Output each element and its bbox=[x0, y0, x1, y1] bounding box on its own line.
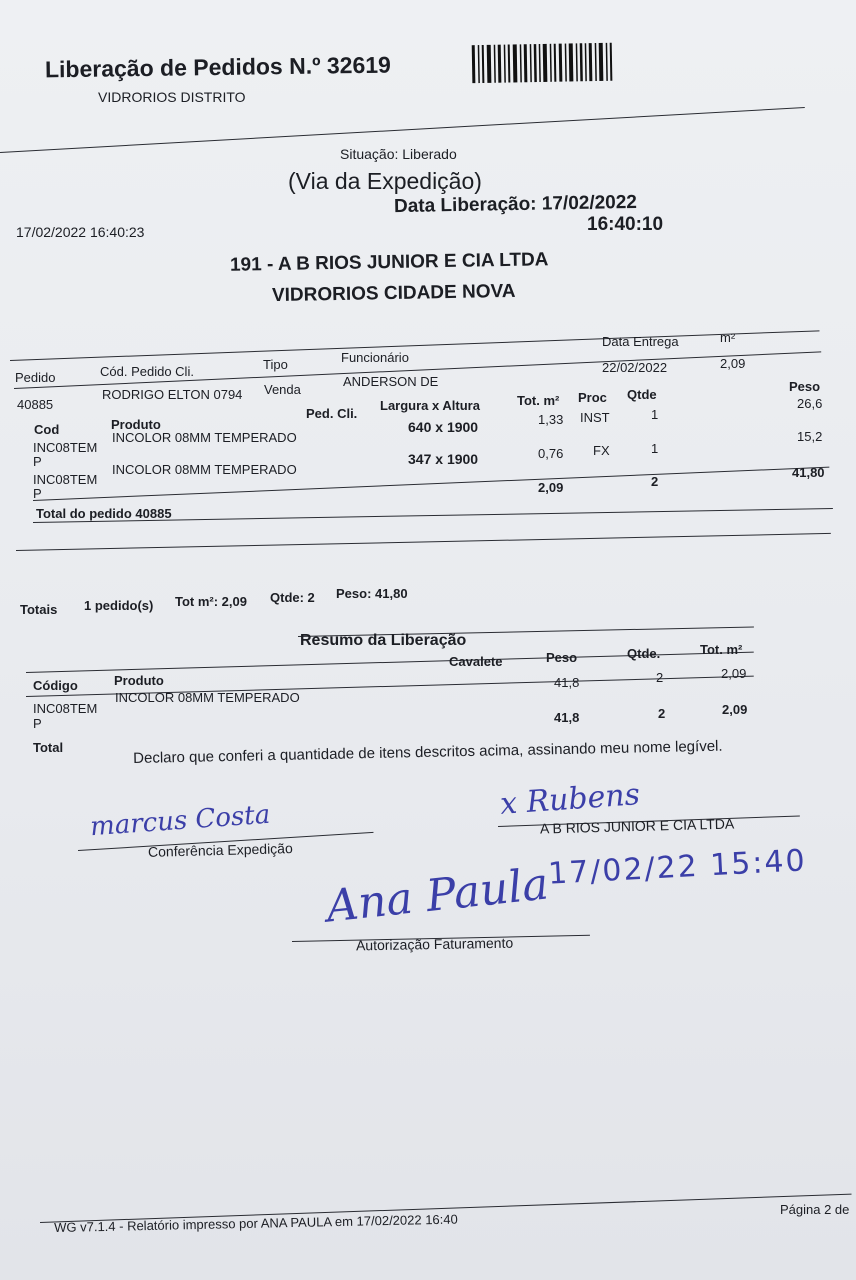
totals-tot-m2: Tot m²: 2,09 bbox=[175, 594, 247, 609]
totals-label: Totais bbox=[20, 602, 58, 617]
client-store: VIDRORIOS CIDADE NOVA bbox=[271, 280, 516, 307]
summary-produto: INCOLOR 08MM TEMPERADO bbox=[115, 690, 300, 705]
summary-total-label: Total bbox=[33, 740, 64, 755]
summary-total-qtde: 2 bbox=[658, 706, 666, 721]
summary-codigo: INC08TEM bbox=[33, 701, 98, 716]
item-largura: 347 bbox=[408, 451, 432, 467]
col-funcionario: Funcionário bbox=[341, 350, 409, 365]
order-total-label: Total do pedido 40885 bbox=[36, 506, 172, 521]
summary-title: Resumo da Liberação bbox=[300, 632, 467, 649]
handwritten-date: 17/02/22 15:40 bbox=[547, 843, 808, 892]
col-cod-pedido-cli: Cód. Pedido Cli. bbox=[100, 364, 194, 379]
autorizacao-label: Autorização Faturamento bbox=[355, 934, 514, 954]
times-sign: x bbox=[435, 451, 444, 467]
client-name: 191 - A B RIOS JUNIOR E CIA LTDA bbox=[229, 249, 549, 276]
summary-tot-m2: 2,09 bbox=[721, 666, 747, 681]
client-signature: x Rubens bbox=[498, 777, 642, 822]
page-number: Página 2 de bbox=[780, 1202, 850, 1217]
item-largura: 640 bbox=[408, 419, 432, 435]
col-largura-altura: Largura x Altura bbox=[380, 398, 480, 413]
via-title: (Via da Expedição) bbox=[288, 168, 482, 194]
barcode-icon bbox=[470, 38, 615, 84]
conferencia-signature: marcus Costa bbox=[89, 799, 272, 843]
item-tot-m2: 0,76 bbox=[538, 446, 564, 461]
col-qtde: Qtde bbox=[627, 387, 657, 402]
summary-total-peso: 41,8 bbox=[554, 710, 580, 725]
item-peso: 15,2 bbox=[797, 429, 823, 444]
summary-col-produto: Produto bbox=[114, 673, 164, 688]
col-pedido: Pedido bbox=[15, 370, 56, 385]
item-altura: 1900 bbox=[446, 451, 479, 467]
col-peso: Peso bbox=[789, 379, 821, 394]
col-data-entrega: Data Entrega bbox=[602, 334, 679, 349]
summary-col-qtde: Qtde. bbox=[627, 646, 661, 661]
summary-total-tot-m2: 2,09 bbox=[722, 702, 748, 717]
item-altura: 1900 bbox=[446, 419, 479, 435]
item-qtde: 1 bbox=[651, 441, 659, 456]
release-date: Data Liberação: 17/02/2022 bbox=[393, 191, 638, 218]
item-cod-suffix: P bbox=[33, 454, 42, 469]
order-pedido: 40885 bbox=[17, 397, 54, 412]
col-tipo: Tipo bbox=[263, 357, 288, 372]
times-sign: x bbox=[435, 419, 444, 435]
col-cod: Cod bbox=[34, 422, 60, 437]
col-tot-m2: Tot. m² bbox=[517, 393, 560, 408]
order-total-m2: 2,09 bbox=[538, 480, 564, 495]
order-cod-pedido-cli: RODRIGO ELTON 0794 bbox=[102, 387, 243, 402]
col-ped-cli: Ped. Cli. bbox=[306, 406, 358, 421]
summary-qtde: 2 bbox=[656, 670, 664, 685]
item-cod: INC08TEM bbox=[33, 472, 98, 487]
item-cod-suffix: P bbox=[33, 486, 42, 501]
company-name: VIDRORIOS DISTRITO bbox=[98, 89, 246, 105]
item-cod: INC08TEM bbox=[33, 440, 98, 455]
totals-qtde: Qtde: 2 bbox=[270, 590, 315, 605]
order-total-qtde: 2 bbox=[651, 474, 659, 489]
item-qtde: 1 bbox=[651, 407, 659, 422]
order-data-entrega: 22/02/2022 bbox=[602, 360, 668, 375]
summary-peso: 41,8 bbox=[554, 675, 580, 690]
col-m2: m² bbox=[720, 330, 736, 345]
summary-codigo-suffix: P bbox=[33, 716, 42, 731]
summary-col-tot-m2: Tot. m² bbox=[700, 642, 743, 657]
order-total-peso: 41,80 bbox=[792, 465, 825, 480]
totals-peso: Peso: 41,80 bbox=[336, 586, 408, 601]
item-dimensions bbox=[408, 419, 478, 435]
footer-text: WG v7.1.4 - Relatório impresso por ANA PAULA em 17/02/2022 16:40 bbox=[54, 1211, 458, 1235]
document-title: Liberação de Pedidos N.º 32619 bbox=[44, 51, 392, 83]
totals-pedidos: 1 pedido(s) bbox=[84, 598, 154, 613]
status-text: Situação: Liberado bbox=[340, 146, 457, 162]
summary-col-codigo: Código bbox=[33, 678, 78, 693]
order-m2: 2,09 bbox=[720, 356, 746, 371]
order-tipo: Venda bbox=[264, 382, 301, 397]
summary-col-peso: Peso bbox=[546, 650, 578, 665]
col-proc: Proc bbox=[578, 390, 607, 405]
item-dimensions bbox=[408, 451, 478, 467]
order-funcionario: ANDERSON DE bbox=[343, 374, 439, 389]
item-produto: INCOLOR 08MM TEMPERADO bbox=[112, 462, 297, 477]
conferencia-label: Conferência Expedição bbox=[147, 840, 293, 860]
item-tot-m2: 1,33 bbox=[538, 412, 564, 427]
item-produto: INCOLOR 08MM TEMPERADO bbox=[112, 430, 297, 445]
order-block-bottom bbox=[16, 533, 831, 551]
summary-col-cavalete: Cavalete bbox=[449, 654, 503, 669]
print-datetime: 17/02/2022 16:40:23 bbox=[16, 224, 145, 240]
release-time: 16:40:10 bbox=[587, 214, 664, 235]
client-sign-label: A B RIOS JUNIOR E CIA LTDA bbox=[539, 815, 735, 837]
item-proc: FX bbox=[593, 443, 610, 458]
autorizacao-signature: Ana Paula bbox=[323, 858, 551, 933]
item-peso: 26,6 bbox=[797, 396, 823, 411]
item-proc: INST bbox=[580, 410, 610, 425]
col-produto: Produto bbox=[111, 417, 161, 432]
declaration-text: Declaro que conferi a quantidade de itens descritos acima, assinando meu nome legível. bbox=[133, 737, 723, 767]
